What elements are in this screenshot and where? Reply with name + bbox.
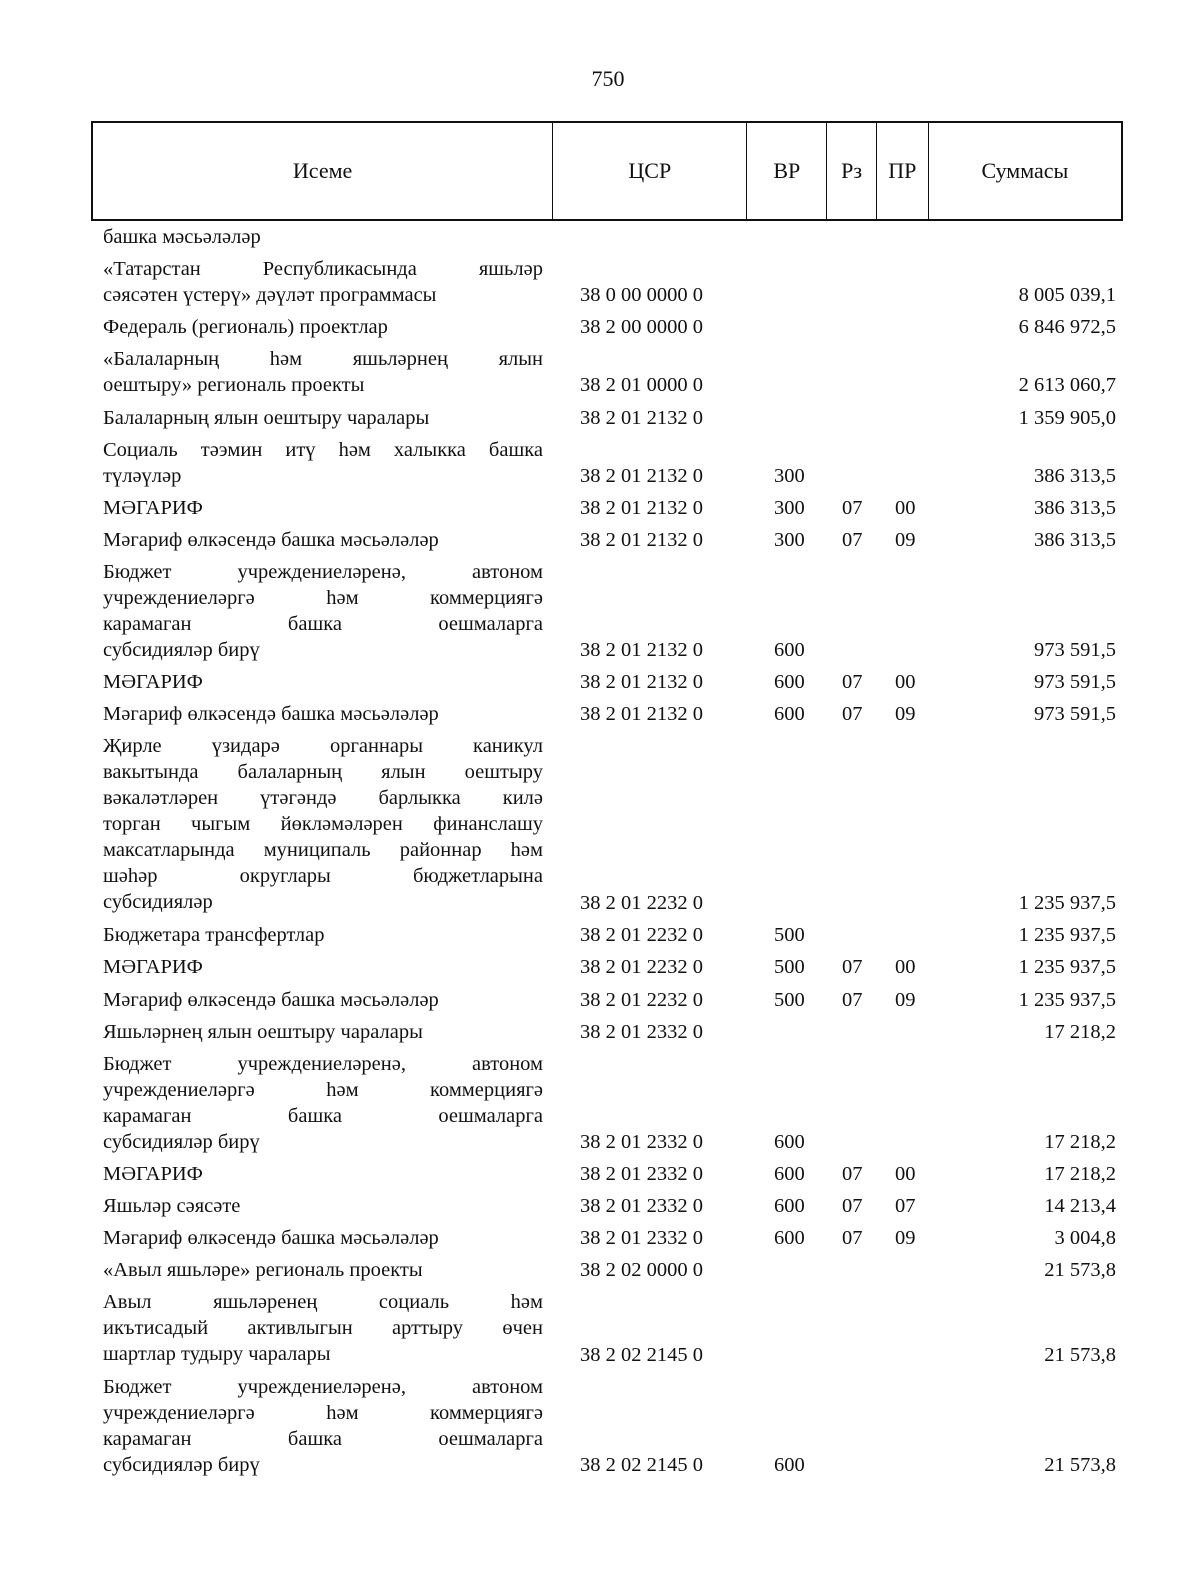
- row-sum: 17 218,2: [1044, 1020, 1116, 1043]
- row-csr: 38 2 02 2145 0: [580, 1343, 703, 1366]
- row-name: [103, 669, 543, 695]
- row-name: [103, 1257, 543, 1283]
- row-vr: 600: [774, 1163, 805, 1186]
- row-vr: 600: [774, 1227, 805, 1250]
- row-name-line: «Татарстан Республикасында яшьләр: [103, 258, 543, 281]
- row-name-line: «Авыл яшьләре» региональ проекты: [103, 1259, 423, 1282]
- row-name-line: башка мәсьәләләр: [103, 226, 261, 248]
- row-sum: 1 235 937,5: [1018, 956, 1116, 979]
- row-sum: 973 591,5: [1034, 671, 1116, 694]
- row-csr: 38 2 01 2332 0: [580, 1131, 703, 1154]
- row-name: [103, 733, 543, 915]
- row-pr: 00: [895, 671, 916, 694]
- row-name: [103, 1193, 543, 1219]
- row-vr: 600: [774, 1195, 805, 1218]
- row-csr: 38 2 01 2132 0: [580, 671, 703, 694]
- row-name-line: Балаларның ялын оештыру чаралары: [103, 406, 430, 429]
- row-name-line: учреждениеләргә һәм коммерциягә: [103, 586, 543, 609]
- row-name-line: Социаль тәэмин итү һәм халыкка башка: [103, 438, 543, 461]
- row-name-line: вәкаләтләрен үтәгәндә барлыкка килә: [103, 787, 543, 810]
- table-row: [0, 1257, 1200, 1283]
- row-name-line: Бюджет учреждениеләренә, автоном: [103, 1052, 543, 1075]
- table-row: [0, 1225, 1200, 1251]
- row-vr: 600: [774, 703, 805, 726]
- table-row: [0, 314, 1200, 340]
- row-name: [103, 701, 543, 727]
- row-pr: 09: [895, 703, 916, 726]
- row-name-line: МӘГАРИФ: [103, 1163, 203, 1186]
- row-name-line: торган чыгым йөкләмәләрен финанслашу: [103, 813, 543, 836]
- row-csr: 38 2 01 2332 0: [580, 1227, 703, 1250]
- row-name-line: карамаган башка оешмаларга: [103, 612, 543, 635]
- row-name-line: «Балаларның һәм яшьләрнең ялын: [103, 348, 543, 371]
- row-name: [103, 527, 543, 553]
- row-csr: 38 2 01 2232 0: [580, 924, 703, 947]
- row-vr: 300: [774, 528, 805, 551]
- row-name-line: субсидияләр: [103, 891, 213, 914]
- row-name: [103, 1051, 543, 1155]
- row-name: [103, 314, 543, 340]
- row-sum: 386 313,5: [1034, 528, 1116, 551]
- row-name: [103, 1374, 543, 1478]
- row-sum: 386 313,5: [1034, 464, 1116, 487]
- row-vr: 300: [774, 496, 805, 519]
- row-name-line: МӘГАРИФ: [103, 496, 203, 519]
- row-rz: 07: [842, 1195, 863, 1218]
- row-sum: 8 005 039,1: [1018, 284, 1116, 307]
- table-row: [0, 1374, 1200, 1479]
- row-name: [103, 1225, 543, 1251]
- row-csr: 38 2 00 0000 0: [580, 316, 703, 339]
- table-row: [0, 1051, 1200, 1156]
- row-csr: 38 2 01 2132 0: [580, 703, 703, 726]
- row-rz: 07: [842, 1163, 863, 1186]
- row-rz: 07: [842, 1227, 863, 1250]
- header-sum: Суммасы: [981, 158, 1069, 183]
- table-row: [0, 954, 1200, 980]
- row-csr: 38 2 01 2232 0: [580, 892, 703, 915]
- table-row: [0, 224, 1200, 250]
- row-csr: 38 2 02 0000 0: [580, 1259, 703, 1282]
- row-csr: 38 2 01 2332 0: [580, 1195, 703, 1218]
- table-row: [0, 733, 1200, 916]
- row-name: [103, 1019, 543, 1045]
- row-name-line: субсидияләр бирү: [103, 1453, 260, 1476]
- row-name: [103, 559, 543, 663]
- row-vr: 500: [774, 988, 805, 1011]
- table-row: [0, 669, 1200, 695]
- row-name-line: Җирле үзидарә органнары каникул: [103, 735, 543, 758]
- row-name-line: Бюджет учреждениеләренә, автоном: [103, 560, 543, 583]
- row-rz: 07: [842, 528, 863, 551]
- table-row: [0, 346, 1200, 398]
- row-sum: 21 573,8: [1044, 1454, 1116, 1477]
- row-pr: 09: [895, 988, 916, 1011]
- table-row: [0, 922, 1200, 948]
- row-vr: 600: [774, 671, 805, 694]
- row-pr: 07: [895, 1195, 916, 1218]
- row-name-line: карамаган башка оешмаларга: [103, 1104, 543, 1127]
- row-sum: 6 846 972,5: [1018, 316, 1116, 339]
- row-name-line: Мәгариф өлкәсендә башка мәсьәләләр: [103, 528, 439, 551]
- row-vr: 600: [774, 1454, 805, 1477]
- row-name-line: МӘГАРИФ: [103, 671, 203, 694]
- row-rz: 07: [842, 703, 863, 726]
- row-csr: 38 2 01 0000 0: [580, 374, 703, 397]
- row-sum: 1 235 937,5: [1018, 924, 1116, 947]
- row-name-line: оештыру» региональ проекты: [103, 374, 365, 397]
- row-csr: 38 2 01 2132 0: [580, 528, 703, 551]
- row-sum: 21 573,8: [1044, 1343, 1116, 1366]
- row-name-line: максатларында муниципаль районнар һәм: [103, 839, 543, 862]
- table-row: [0, 1019, 1200, 1045]
- row-csr: 38 2 01 2332 0: [580, 1020, 703, 1043]
- row-name: [103, 405, 543, 431]
- row-name-line: Мәгариф өлкәсендә башка мәсьәләләр: [103, 1227, 439, 1250]
- table-row: [0, 701, 1200, 727]
- row-name-line: шәһәр округлары бюджетларына: [103, 865, 543, 888]
- row-name: [103, 256, 543, 308]
- row-name-line: учреждениеләргә һәм коммерциягә: [103, 1078, 543, 1101]
- row-sum: 973 591,5: [1034, 639, 1116, 662]
- row-sum: 386 313,5: [1034, 496, 1116, 519]
- header-pr: ПР: [877, 123, 929, 219]
- row-name-line: МӘГАРИФ: [103, 956, 203, 979]
- row-rz: 07: [842, 496, 863, 519]
- page-number: 750: [591, 66, 625, 91]
- header-csr: ЦСР: [553, 123, 747, 219]
- row-pr: 09: [895, 1227, 916, 1250]
- table-row: [0, 559, 1200, 664]
- row-sum: 1 235 937,5: [1018, 988, 1116, 1011]
- row-name: [103, 495, 543, 521]
- header-vr: ВР: [747, 123, 827, 219]
- table-row: [0, 527, 1200, 553]
- row-vr: 500: [774, 924, 805, 947]
- row-csr: 38 0 00 0000 0: [580, 284, 703, 307]
- row-name-line: учреждениеләргә һәм коммерциягә: [103, 1401, 543, 1424]
- row-name: [103, 987, 543, 1013]
- row-name-line: шартлар тудыру чаралары: [103, 1343, 331, 1366]
- row-name: [103, 1161, 543, 1187]
- header-rz: Рз: [827, 123, 877, 219]
- row-vr: 600: [774, 1131, 805, 1154]
- row-name-line: түләүләр: [103, 464, 182, 487]
- row-rz: 07: [842, 671, 863, 694]
- row-name: [103, 437, 543, 489]
- row-name-line: Мәгариф өлкәсендә башка мәсьәләләр: [103, 988, 439, 1011]
- row-vr: 300: [774, 464, 805, 487]
- table-row: [0, 1193, 1200, 1219]
- row-csr: 38 2 01 2132 0: [580, 639, 703, 662]
- row-name-line: Яшьләр сәясәте: [103, 1195, 241, 1218]
- row-sum: 21 573,8: [1044, 1259, 1116, 1282]
- row-name: [103, 224, 543, 250]
- row-pr: 00: [895, 956, 916, 979]
- row-csr: 38 2 01 2132 0: [580, 496, 703, 519]
- row-name-line: Бюджетара трансфертлар: [103, 924, 325, 947]
- row-rz: 07: [842, 988, 863, 1011]
- row-vr: 600: [774, 639, 805, 662]
- table-row: [0, 495, 1200, 521]
- row-name-line: карамаган башка оешмаларга: [103, 1427, 543, 1450]
- row-sum: 2 613 060,7: [1018, 374, 1116, 397]
- row-name: [103, 1289, 543, 1367]
- row-csr: 38 2 01 2132 0: [580, 464, 703, 487]
- row-name-line: вакытында балаларның ялын оештыру: [103, 761, 543, 784]
- row-name-line: Мәгариф өлкәсендә башка мәсьәләләр: [103, 703, 439, 726]
- row-name-line: сәясәтен үстерү» дәүләт программасы: [103, 284, 437, 307]
- table-row: [0, 987, 1200, 1013]
- row-name: [103, 922, 543, 948]
- table-row: [0, 405, 1200, 431]
- row-sum: 1 359 905,0: [1018, 406, 1116, 429]
- row-name: [103, 954, 543, 980]
- row-name-line: субсидияләр бирү: [103, 638, 260, 661]
- row-pr: 00: [895, 496, 916, 519]
- row-sum: 17 218,2: [1044, 1131, 1116, 1154]
- row-name-line: Яшьләрнең ялын оештыру чаралары: [103, 1020, 423, 1043]
- row-name-line: Федераль (региональ) проектлар: [103, 316, 388, 339]
- row-csr: 38 2 02 2145 0: [580, 1454, 703, 1477]
- row-csr: 38 2 01 2332 0: [580, 1163, 703, 1186]
- row-name-line: Бюджет учреждениеләренә, автоном: [103, 1375, 543, 1398]
- table-row: [0, 437, 1200, 489]
- table-row: [0, 256, 1200, 308]
- row-name: [103, 346, 543, 398]
- row-sum: 17 218,2: [1044, 1163, 1116, 1186]
- row-name-line: Авыл яшьләренең социаль һәм: [103, 1291, 543, 1314]
- row-sum: 14 213,4: [1044, 1195, 1116, 1218]
- row-sum: 3 004,8: [1054, 1227, 1116, 1250]
- row-rz: 07: [842, 956, 863, 979]
- row-sum: 1 235 937,5: [1018, 892, 1116, 915]
- row-csr: 38 2 01 2132 0: [580, 406, 703, 429]
- row-name-line: икътисадый активлыгын арттыру өчен: [103, 1317, 543, 1340]
- row-pr: 09: [895, 528, 916, 551]
- header-name: Исеме: [93, 123, 553, 219]
- row-csr: 38 2 01 2232 0: [580, 988, 703, 1011]
- table-row: [0, 1289, 1200, 1367]
- row-name-line: субсидияләр бирү: [103, 1130, 260, 1153]
- row-csr: 38 2 01 2232 0: [580, 956, 703, 979]
- row-vr: 500: [774, 956, 805, 979]
- row-sum: 973 591,5: [1034, 703, 1116, 726]
- row-pr: 00: [895, 1163, 916, 1186]
- table-row: [0, 1161, 1200, 1187]
